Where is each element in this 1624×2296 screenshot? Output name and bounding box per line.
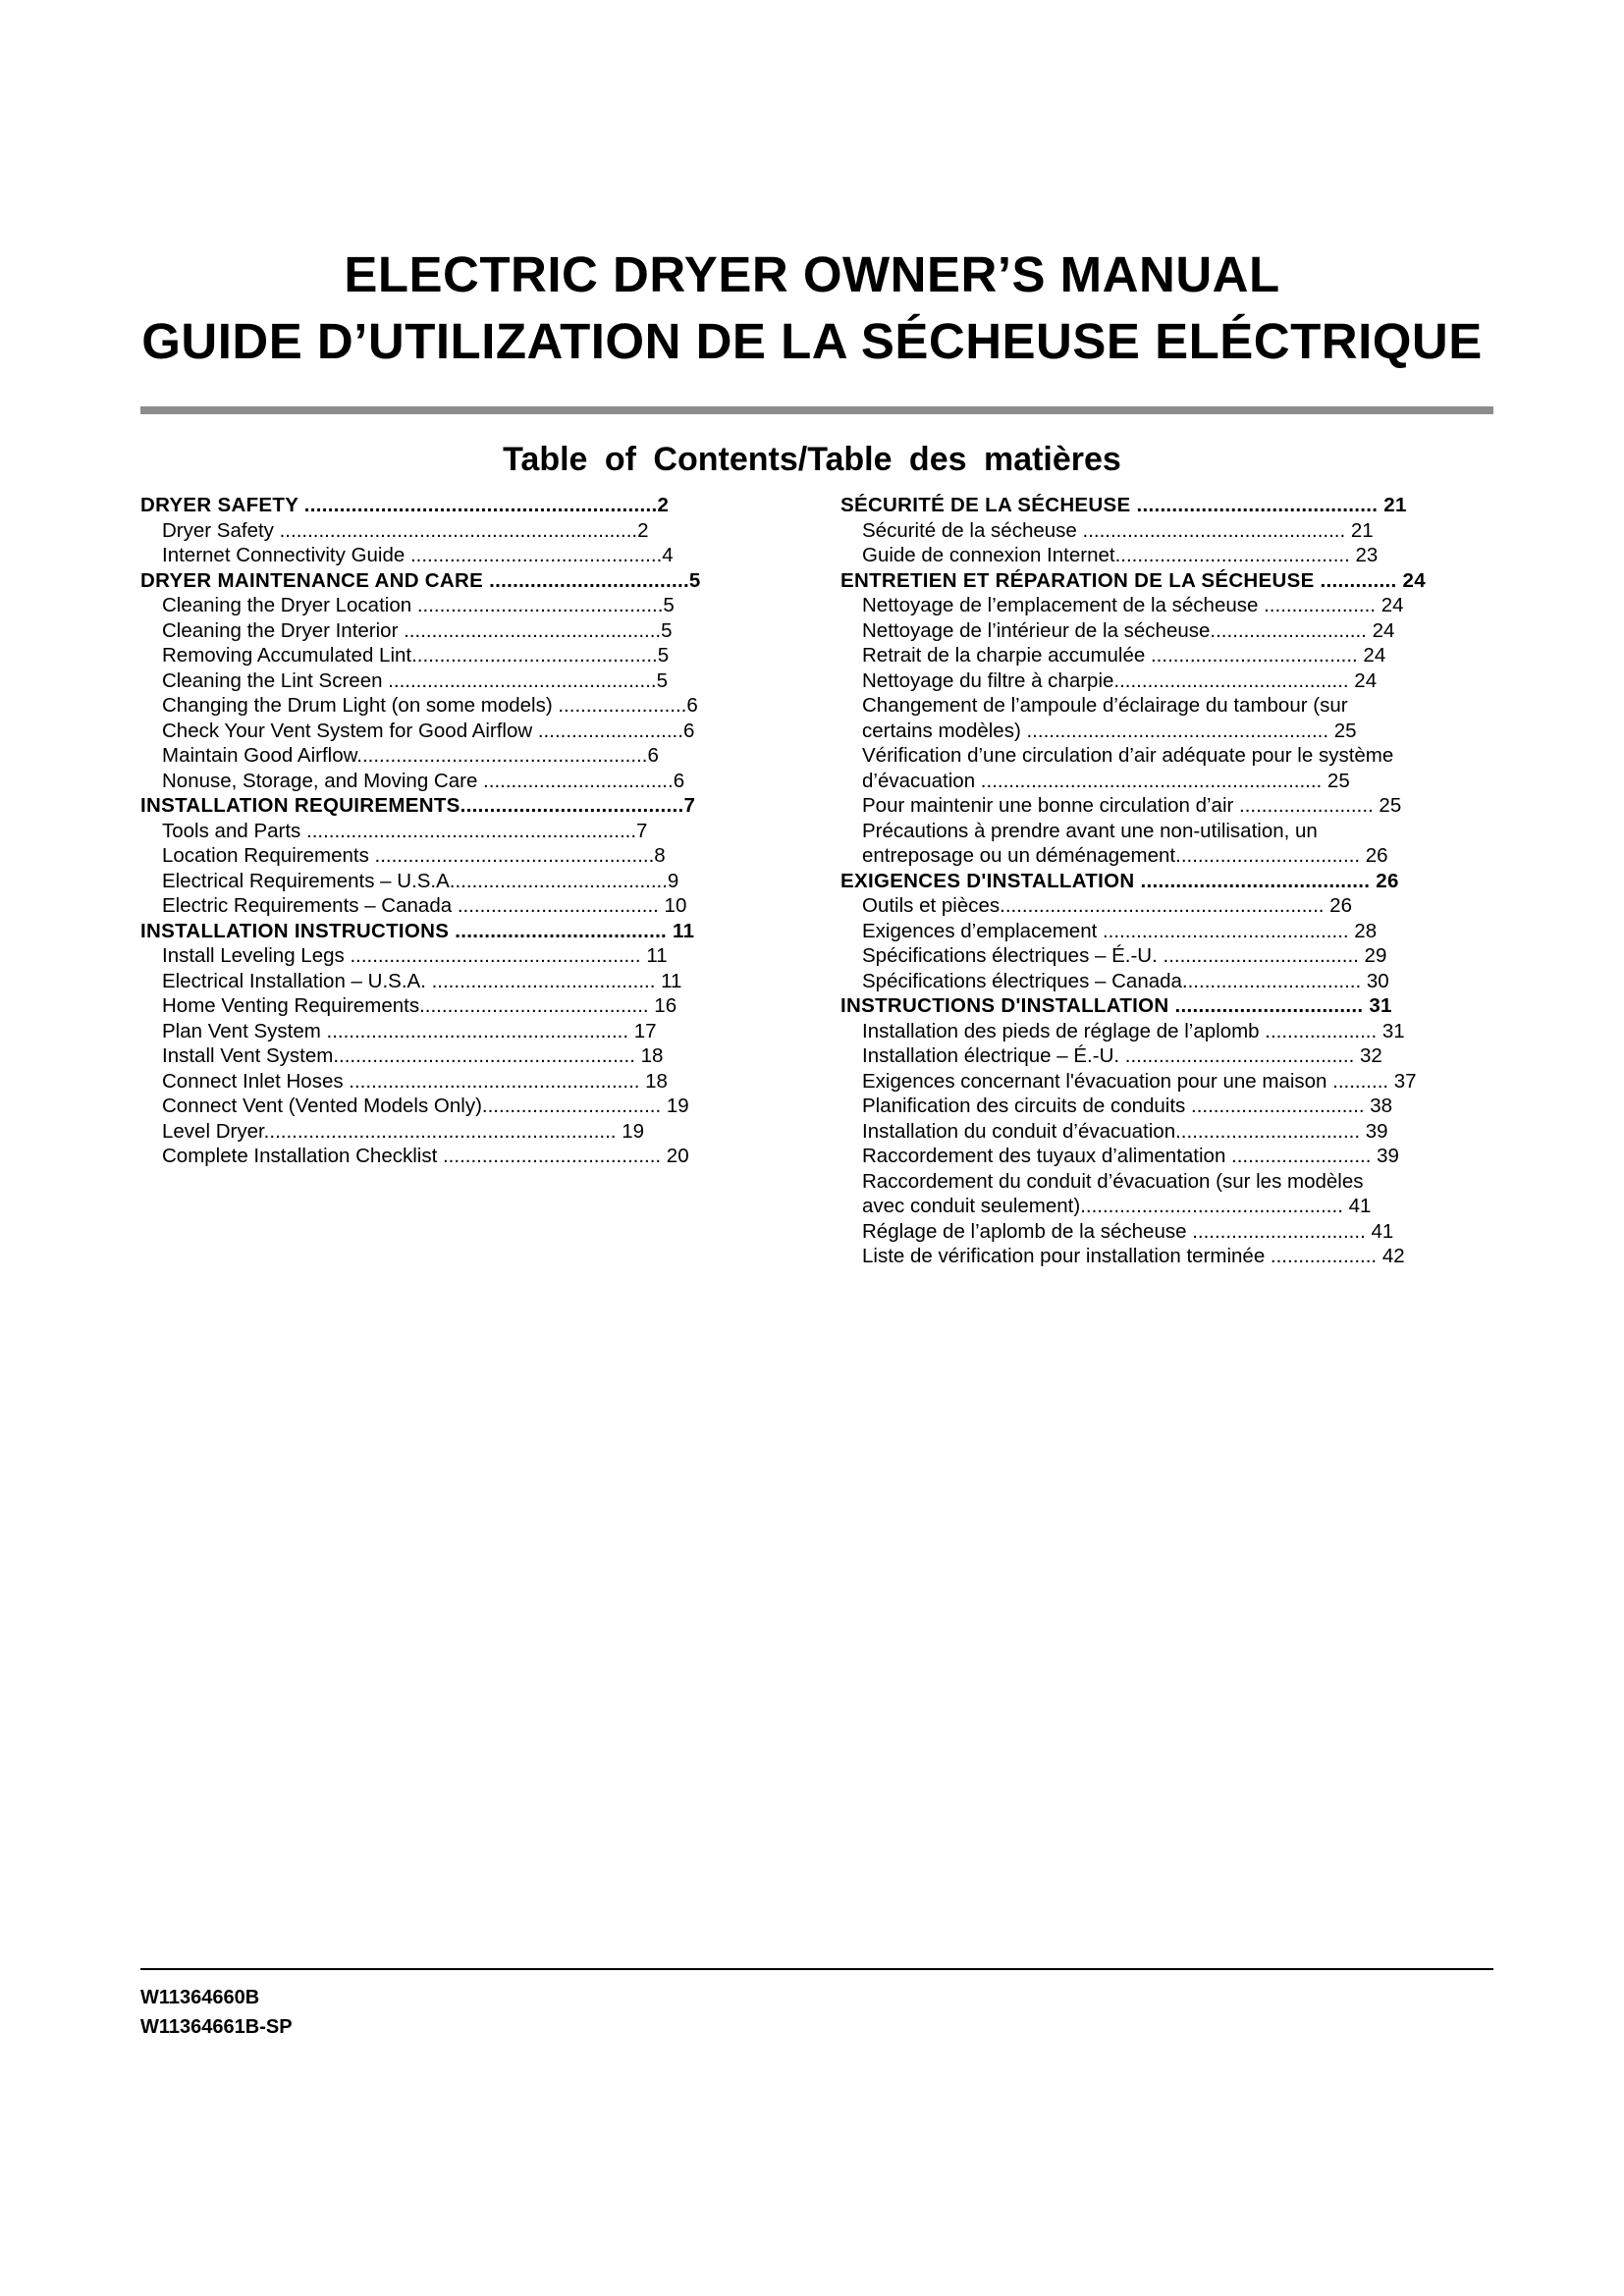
toc-entry: Install Vent System...................................................... 18 xyxy=(162,1044,664,1067)
toc-column-english xyxy=(140,493,788,1169)
toc-entry: Home Venting Requirements......................................... 16 xyxy=(162,994,677,1017)
toc-entry: Changing the Drum Light (on some models) .......................6 xyxy=(162,694,698,717)
toc-entry: Retrait de la charpie accumulée ..................................... 24 xyxy=(862,644,1386,667)
toc-entry: Planification des circuits de conduits ............................... 38 xyxy=(862,1095,1393,1117)
toc-entry: Sécurité de la sécheuse ............................................... 21 xyxy=(862,518,1374,542)
toc-entry: Electrical Requirements – U.S.A.......................................9 xyxy=(162,869,679,892)
toc-entry: Location Requirements ..................................................8 xyxy=(162,844,666,867)
toc-entry: Cleaning the Lint Screen ................................................5 xyxy=(162,668,668,692)
toc-entry: Removing Accumulated Lint............................................5 xyxy=(162,644,670,667)
toc-entry: Installation des pieds de réglage de l’aplomb .................... 31 xyxy=(862,1019,1405,1042)
toc-entry: Spécifications électriques – Canada................................ 30 xyxy=(862,969,1389,992)
toc-entry: Nettoyage de l’emplacement de la sécheuse .................... 24 xyxy=(862,594,1404,616)
toc-entry: Internet Connectivity Guide .............................................4 xyxy=(162,544,674,566)
toc-entry: Changement de l’ampoule d’éclairage du tambour (sur xyxy=(862,694,1348,717)
toc-entry: Exigences concernant l'évacuation pour une maison .......... 37 xyxy=(862,1069,1417,1093)
toc-entry: Spécifications électriques – É.-U. ................................... 29 xyxy=(862,944,1387,967)
toc-entry: Dryer Safety ................................................................2 xyxy=(162,518,649,542)
toc-section-entry: INSTRUCTIONS D'INSTALLATION ................................ 31 xyxy=(840,994,1392,1017)
toc-entry: Connect Inlet Hoses .................................................... 18 xyxy=(162,1069,668,1093)
toc-section-entry: EXIGENCES D'INSTALLATION ....................................... 26 xyxy=(840,869,1399,892)
toc-entry: Raccordement du conduit d’évacuation (sur les modèles xyxy=(862,1169,1364,1193)
toc-entry: Nonuse, Storage, and Moving Care ..................................6 xyxy=(162,769,685,792)
toc-entry: Vérification d’une circulation d’air adéquate pour le système xyxy=(862,744,1394,767)
toc-entry: Exigences d’emplacement ............................................ 28 xyxy=(862,919,1378,942)
footer-divider xyxy=(140,1968,1493,1970)
toc-entry: Raccordement des tuyaux d’alimentation ......................... 39 xyxy=(862,1145,1399,1167)
toc-entry: Level Dryer............................................................... 19 xyxy=(162,1119,644,1143)
toc-entry: Install Leveling Legs .................................................... 11 xyxy=(162,944,668,967)
toc-entry: Complete Installation Checklist ....................................... 20 xyxy=(162,1145,689,1167)
toc-entry: Cleaning the Dryer Location ............................................5 xyxy=(162,594,675,616)
toc-entry: Electric Requirements – Canada .................................... 10 xyxy=(162,894,687,917)
toc-entry: d’évacuation ............................................................. 25 xyxy=(862,769,1350,792)
toc-entry: Réglage de l’aplomb de la sécheuse ............................... 41 xyxy=(862,1219,1394,1243)
toc-entry: Outils et pièces.......................................................... 26 xyxy=(862,894,1352,917)
toc-entry: Tools and Parts ...........................................................7 xyxy=(162,819,648,842)
toc-entry: Connect Vent (Vented Models Only)................................ 19 xyxy=(162,1095,689,1117)
toc-entry: Nettoyage de l’intérieur de la sécheuse............................ 24 xyxy=(862,618,1395,642)
toc-section-entry: SÉCURITÉ DE LA SÉCHEUSE ......................................... 21 xyxy=(840,494,1407,516)
toc-section-entry: DRYER SAFETY ............................................................2 xyxy=(140,494,670,516)
toc-entry: Cleaning the Dryer Interior ..............................................5 xyxy=(162,618,673,642)
toc-entry: Guide de connexion Internet.......................................... 23 xyxy=(862,544,1379,566)
toc-entry: Plan Vent System ...................................................... 17 xyxy=(162,1019,657,1042)
toc-heading: Table of Contents/Table des matières xyxy=(503,441,1121,478)
toc-entry: certains modèles) ...................................................... 25 xyxy=(862,719,1357,742)
toc-section-entry: ENTRETIEN ET RÉPARATION DE LA SÉCHEUSE ............. 24 xyxy=(840,568,1426,592)
toc-entry: Maintain Good Airflow....................................................6 xyxy=(162,744,659,767)
toc-entry: Précautions à prendre avant une non-utilisation, un xyxy=(862,819,1318,842)
toc-entry: Check Your Vent System for Good Airflow ..........................6 xyxy=(162,719,695,742)
toc-entry: Nettoyage du filtre à charpie.......................................... 24 xyxy=(862,668,1378,692)
manual-title-french: GUIDE D’UTILIZATION DE LA SÉCHEUSE ELÉCTRIQUE xyxy=(141,313,1483,369)
part-number-english: W11364660B xyxy=(140,1987,260,2008)
toc-entry: Pour maintenir une bonne circulation d’air ........................ 25 xyxy=(862,794,1402,817)
toc-entry: Liste de vérification pour installation terminée ................... 42 xyxy=(862,1245,1405,1267)
toc-section-entry: DRYER MAINTENANCE AND CARE ..................................5 xyxy=(140,568,701,592)
toc-entry: Installation du conduit d’évacuation................................. 39 xyxy=(862,1119,1388,1143)
toc-entry: entreposage ou un déménagement................................. 26 xyxy=(862,844,1388,867)
toc-entry: avec conduit seulement)............................................... 41 xyxy=(862,1195,1372,1217)
toc-section-entry: INSTALLATION REQUIREMENTS......................................7 xyxy=(140,794,696,817)
part-number-spanish: W11364661B-SP xyxy=(140,2016,293,2038)
toc-entry: Installation électrique – É.-U. ......................................... 32 xyxy=(862,1044,1382,1067)
toc-entry: Electrical Installation – U.S.A. ........................................ 11 xyxy=(162,969,682,992)
title-divider xyxy=(140,406,1493,414)
manual-title-english: ELECTRIC DRYER OWNER’S MANUAL xyxy=(344,246,1280,302)
toc-section-entry: INSTALLATION INSTRUCTIONS .................................... 11 xyxy=(140,919,695,942)
toc-column-french xyxy=(840,493,1528,1269)
